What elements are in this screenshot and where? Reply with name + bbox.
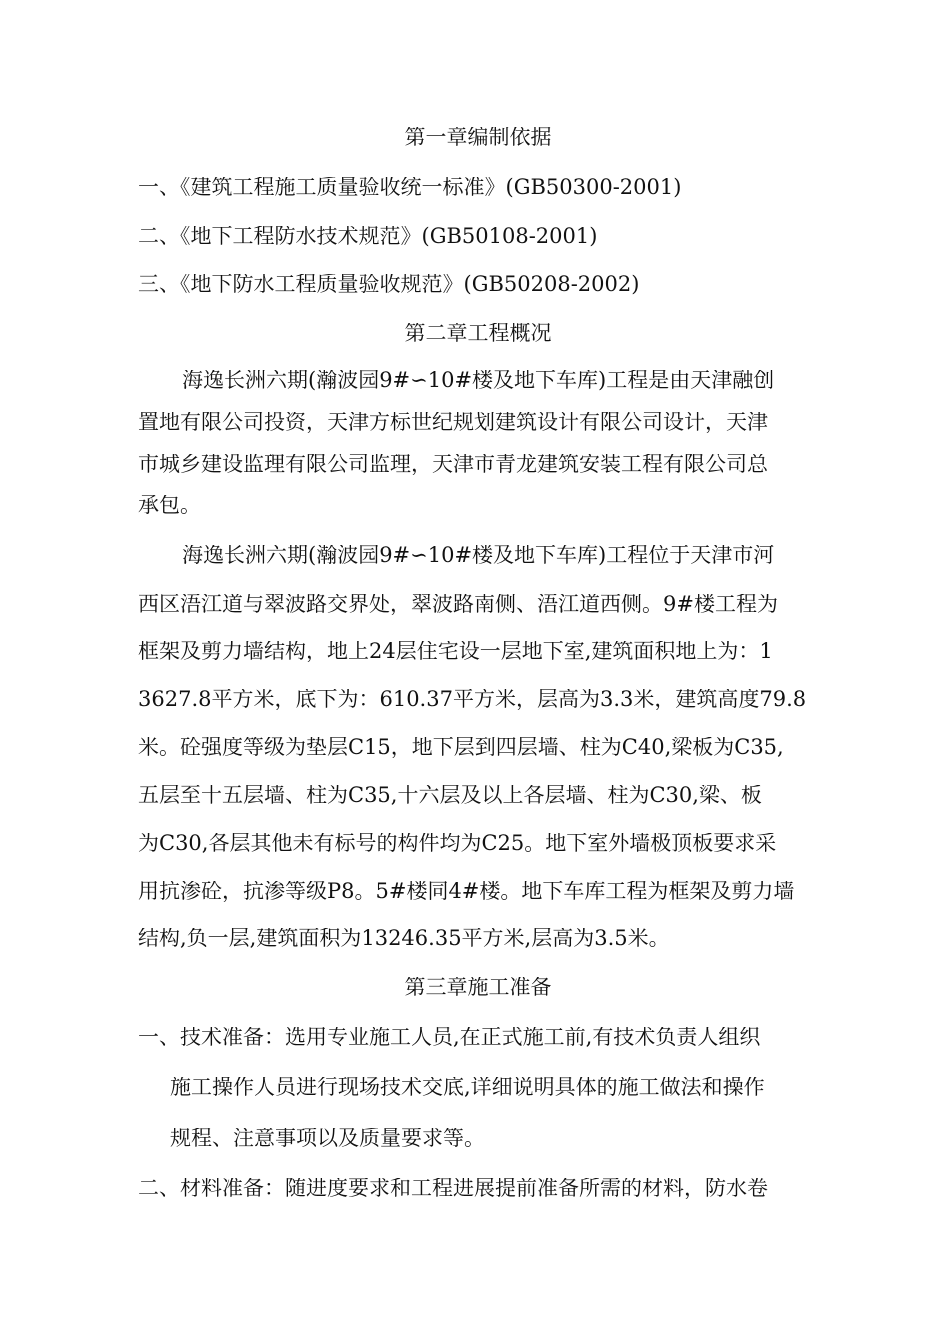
overview-paragraph-2-line-3: 框架及剪力墙结构，地上24层住宅设一层地下室,建筑面积地上为：1 xyxy=(138,641,773,662)
chapter-1-title: 第一章编制依据 xyxy=(404,127,552,148)
chapter-3-title: 第三章施工准备 xyxy=(404,977,552,998)
overview-paragraph-2-line-1: 海逸长洲六期(瀚波园9#∽10#楼及地下车库)工程位于天津市河 xyxy=(182,545,775,566)
overview-paragraph-2-line-6: 五层至十五层墙、柱为C35,十六层及以上各层墙、柱为C30,梁、板 xyxy=(138,785,762,806)
preparation-item-1-line-1: 一、技术准备：选用专业施工人员,在正式施工前,有技术负责人组织 xyxy=(138,1027,761,1048)
preparation-item-1-line-3: 规程、注意事项以及质量要求等。 xyxy=(170,1128,485,1149)
reference-item-3: 三、《地下防水工程质量验收规范》(GB50208-2002) xyxy=(138,274,640,295)
overview-paragraph-2-line-4: 3627.8平方米，底下为：610.37平方米，层高为3.3米，建筑高度79.8 xyxy=(138,689,807,710)
overview-paragraph-1-line-2: 置地有限公司投资，天津方标世纪规划建筑设计有限公司设计，天津 xyxy=(138,412,768,433)
preparation-item-2-line-1: 二、材料准备：随进度要求和工程进展提前准备所需的材料，防水卷 xyxy=(138,1178,768,1199)
chapter-2-title: 第二章工程概况 xyxy=(404,323,552,344)
reference-item-2: 二、《地下工程防水技术规范》(GB50108-2001) xyxy=(138,226,598,247)
overview-paragraph-2-line-2: 西区浯江道与翠波路交界处，翠波路南侧、浯江道西侧。9#楼工程为 xyxy=(138,594,778,615)
overview-paragraph-2-line-9: 结构,负一层,建筑面积为13246.35平方米,层高为3.5米。 xyxy=(138,928,670,949)
overview-paragraph-1-line-3: 市城乡建设监理有限公司监理，天津市青龙建筑安装工程有限公司总 xyxy=(138,454,768,475)
overview-paragraph-1-line-4: 承包。 xyxy=(138,495,201,516)
overview-paragraph-1-line-1: 海逸长洲六期(瀚波园9#∽10#楼及地下车库)工程是由天津融创 xyxy=(182,370,775,391)
overview-paragraph-2-line-7: 为C30,各层其他未有标号的构件均为C25。地下室外墙极顶板要求采 xyxy=(138,833,777,854)
overview-paragraph-2-line-5: 米。砼强度等级为垫层C15，地下层到四层墙、柱为C40,梁板为C35, xyxy=(138,737,784,758)
reference-item-1: 一、《建筑工程施工质量验收统一标准》(GB50300-2001) xyxy=(138,177,682,198)
overview-paragraph-2-line-8: 用抗渗砼，抗渗等级P8。5#楼同4#楼。地下车库工程为框架及剪力墙 xyxy=(138,881,795,902)
preparation-item-1-line-2: 施工操作人员进行现场技术交底,详细说明具体的施工做法和操作 xyxy=(170,1077,765,1098)
